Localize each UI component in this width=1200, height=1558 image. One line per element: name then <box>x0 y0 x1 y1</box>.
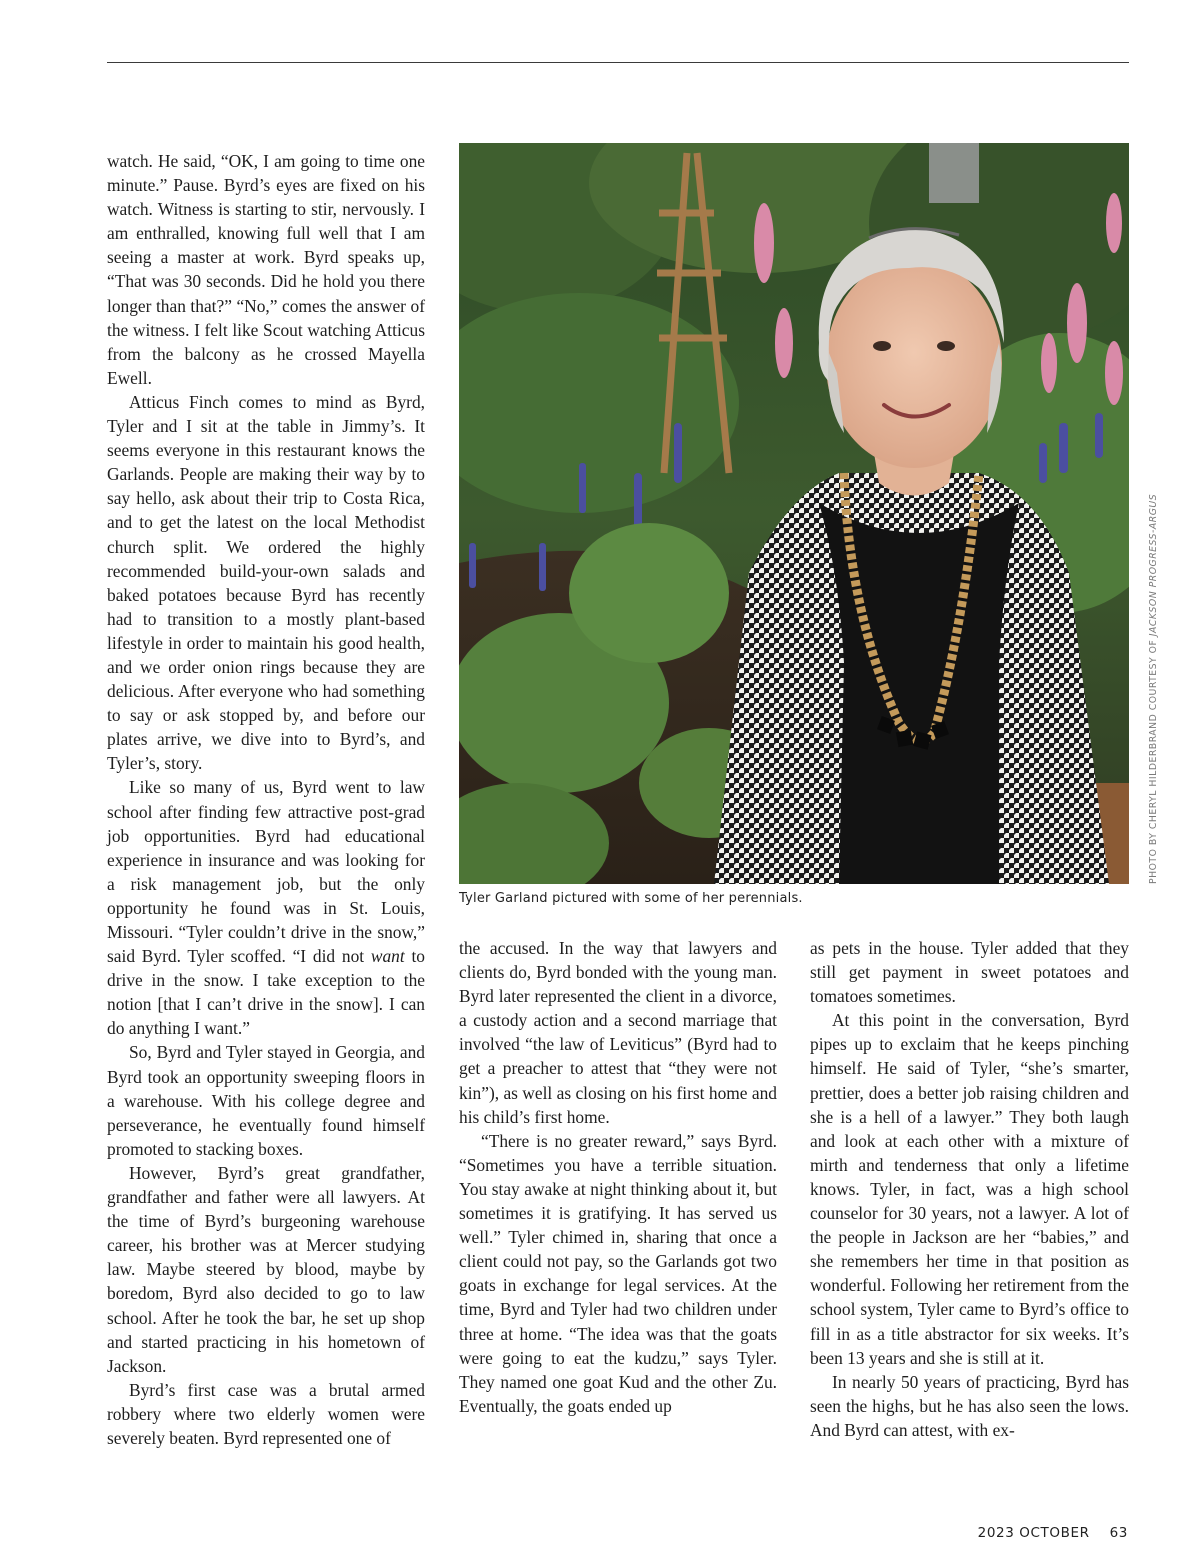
photo-caption: Tyler Garland pictured with some of her perennials. <box>459 891 803 906</box>
article-column-1 <box>107 149 425 1450</box>
paragraph-text: Like so many of us, Byrd went to law school after finding few attractive post-grad job opportunities. Byrd had educational experience in insurance and was looking for a risk management job, but the only opportunity he found was in St. Louis, Missouri. “Tyler couldn’t drive in the snow,” said Byrd. Tyler scoffed. “I did not <box>107 777 425 967</box>
emphasis: want <box>370 946 405 967</box>
photo-credit <box>1148 494 1159 884</box>
paragraph: In nearly 50 years of practicing, Byrd has seen the highs, but he has also seen the lows. And Byrd can attest, with ex- <box>810 1371 1129 1440</box>
photo-illustration <box>459 143 1129 884</box>
paragraph: watch. He said, “OK, I am going to time one minute.” Pause. Byrd’s eyes are fixed on his watch. Witness is starting to stir, nervously. I am enthralled, knowing full well that I am seeing a master at work. Byrd speaks up, “That was 30 seconds. Did he hold you there longer than that?” “No,” comes the answer of the witness. I felt like Scout watching Atticus from the balcony as he crossed Mayella Ewell. <box>107 151 425 388</box>
paragraph: So, Byrd and Tyler stayed in Georgia, and Byrd took an opportunity sweeping floors in a warehouse. With his college degree and perseverance, he eventually found himself promoted to stacking boxes. <box>107 1042 425 1159</box>
page-number: 63 <box>1109 1525 1128 1541</box>
garden-portrait-photo <box>459 143 1129 884</box>
paragraph <box>107 775 425 1040</box>
paragraph: Atticus Finch comes to mind as Byrd, Tyler and I sit at the table in Jimmy’s. It seems everyone in this restaurant knows the Garlands. People are making their way by to say hello, ask about their trip to Costa Rica, and to get the latest on the local Methodist church split. We ordered the highly recommended build-your-own salads and baked potatoes because Byrd has recently had to transition to a mostly plant-based lifestyle in order to maintain his good health, and we order onion rings because they are delicious. After everyone who had something to say or ask stopped by, and before our plates arrive, we dive into to Byrd’s, and Tyler’s, story. <box>107 391 425 774</box>
photo-credit-text: PHOTO BY CHERYL HILDERBRAND COURTESY OF <box>1148 636 1159 884</box>
paragraph: At this point in the conversation, Byrd pipes up to exclaim that he keeps pinching himself. He said of Tyler, “she’s smarter, prettier, does a better job raising children and she is a hell of a lawyer.” They both laugh and look at each other with a mixture of mirth and tenderness that only a lifetime knows. Tyler, in fact, was a high school counselor for 30 years, not a lawyer. A lot of the people in Jackson are her “babies,” and she remembers her time in that position as wonderful. Following her retirement from the school system, Tyler came to Byrd’s office to fill in as a title abstractor for six weeks. It’s been 13 years and she is still at it. <box>810 1010 1129 1368</box>
paragraph-text: to drive in the snow. I take exception to the notion [that I can’t drive in the snow]. I can do anything I want.” <box>107 946 426 1039</box>
photo-credit-source: JACKSON PROGRESS-ARGUS <box>1148 493 1159 637</box>
paragraph: the accused. In the way that lawyers and clients do, Byrd bonded with the young man. Byrd later represented the client in a divorce, a custody action and a second marriage that involved “the law of Leviticus” (Byrd had to get a preacher to attest that “they were not kin”), as well as closing on his first home and his child’s first home. <box>459 938 777 1127</box>
article-column-2 <box>459 936 777 1418</box>
article-column-3 <box>810 936 1129 1442</box>
paragraph: Byrd’s first case was a brutal armed robbery where two elderly women were severely beaten. Byrd represented one of <box>107 1379 425 1448</box>
paragraph: However, Byrd’s great grandfather, grandfather and father were all lawyers. At the time of Byrd’s burgeoning warehouse career, his brother was at Mercer studying law. Maybe steered by blood, maybe by boredom, Byrd also decided to go to law school. After he took the bar, he set up shop and started practicing in his hometown of Jackson. <box>107 1162 425 1376</box>
paragraph: “There is no greater reward,” says Byrd. “Sometimes you have a terrible situation. You stay awake at night thinking about it, but sometimes it is gratifying. It has served us well.” Tyler chimed in, sharing that once a client could not pay, so the Garlands got two goats in exchange for legal services. At the time, Byrd and Tyler had two children under three at home. “The idea was that the goats were going to eat the kudzu,” says Tyler. They named one goat Kud and the other Zu. Eventually, the goats ended up <box>459 1130 777 1416</box>
issue-date: 2023 OCTOBER <box>977 1525 1090 1541</box>
paragraph: as pets in the house. Tyler added that they still get payment in sweet potatoes and tomatoes sometimes. <box>810 938 1129 1007</box>
page-footer <box>978 1525 1128 1541</box>
header-rule <box>107 62 1129 63</box>
